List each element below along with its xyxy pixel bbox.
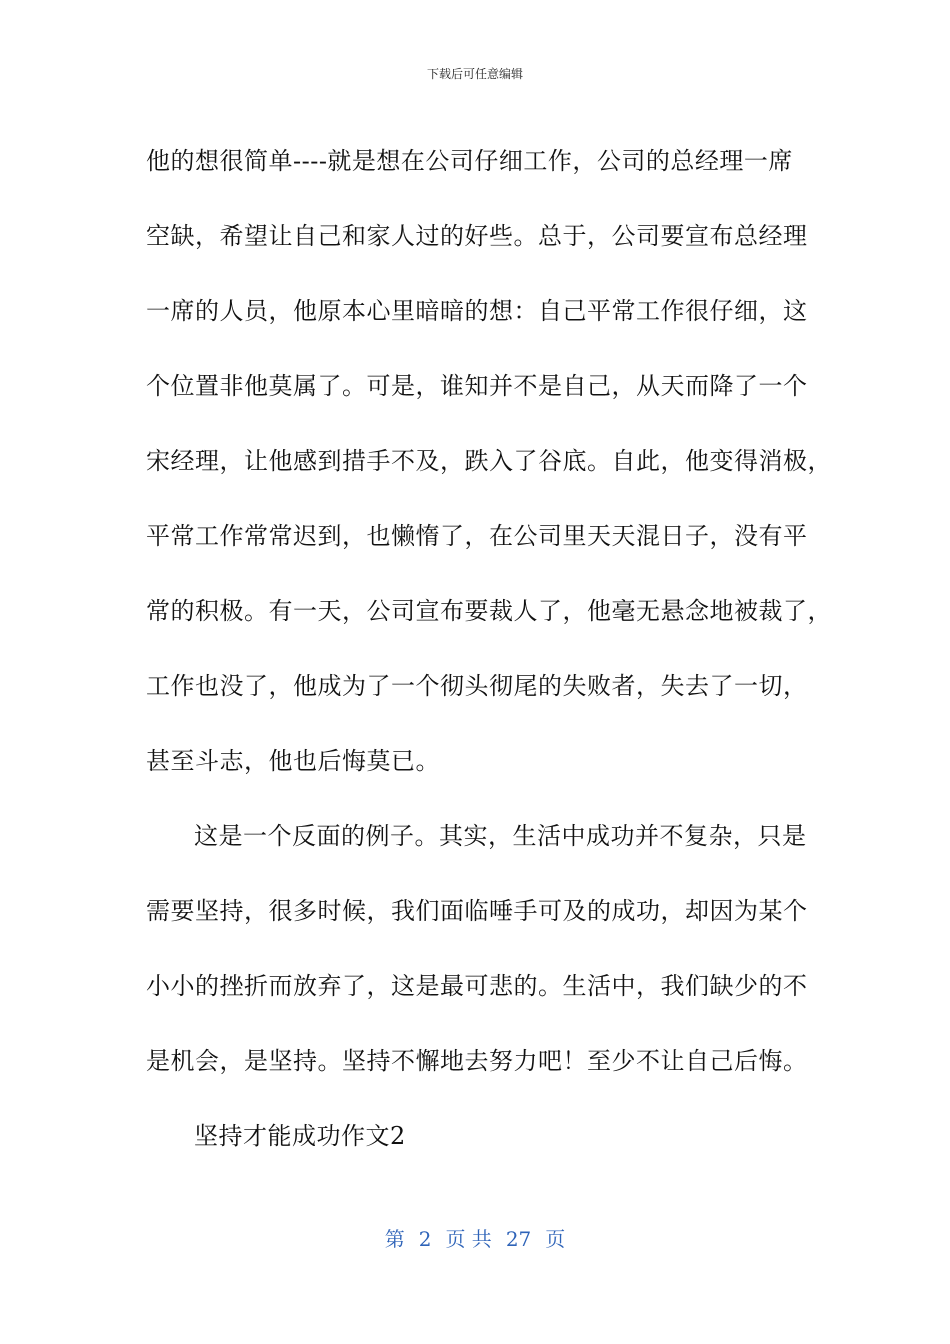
paragraph (146, 124, 832, 799)
footer-prefix: 第 (384, 1227, 405, 1251)
text-line: 需要坚持，很多时候，我们面临唾手可及的成功，却因为某个 (146, 897, 808, 925)
section-heading (146, 1099, 826, 1174)
text-line: 小小的挫折而放弃了，这是最可悲的。生活中，我们缺少的不 (146, 972, 808, 1000)
text-line: 工作也没了，他成为了一个彻头彻尾的失败者，失去了一切， (146, 672, 808, 700)
text-line: 宋经理，让他感到措手不及，跌入了谷底。自此，他变得消极， (146, 447, 832, 475)
footer-suffix: 页 (545, 1227, 566, 1251)
total-pages-number: 27 (505, 1227, 532, 1251)
text-line: 这是一个反面的例子。其实，生活中成功并不复杂，只是 (194, 822, 807, 850)
text-line: 是机会，是坚持。坚持不懈地去努力吧！至少不让自己后悔。 (146, 1047, 808, 1075)
current-page-number: 2 (418, 1227, 432, 1251)
page-footer (0, 1226, 950, 1252)
text-line: 甚至斗志，他也后悔莫已。 (146, 747, 440, 775)
heading-line: 坚持才能成功作文2 (194, 1122, 406, 1150)
text-line: 平常工作常常迟到，也懒惰了，在公司里天天混日子，没有平 (146, 522, 808, 550)
text-line: 常的积极。有一天，公司宣布要裁人了，他毫无悬念地被裁了， (146, 597, 832, 625)
text-line: 空缺，希望让自己和家人过的好些。总于，公司要宣布总经理 (146, 222, 808, 250)
text-line: 他的想很简单----就是想在公司仔细工作，公司的总经理一席 (146, 147, 793, 175)
footer-middle: 页 共 (445, 1227, 492, 1251)
page-header: 下载后可任意编辑 (426, 67, 523, 81)
document-body (146, 124, 832, 1174)
text-line: 一席的人员，他原本心里暗暗的想：自己平常工作很仔细，这 (146, 297, 808, 325)
paragraph (146, 799, 826, 1099)
text-line: 个位置非他莫属了。可是，谁知并不是自己，从天而降了一个 (146, 372, 808, 400)
